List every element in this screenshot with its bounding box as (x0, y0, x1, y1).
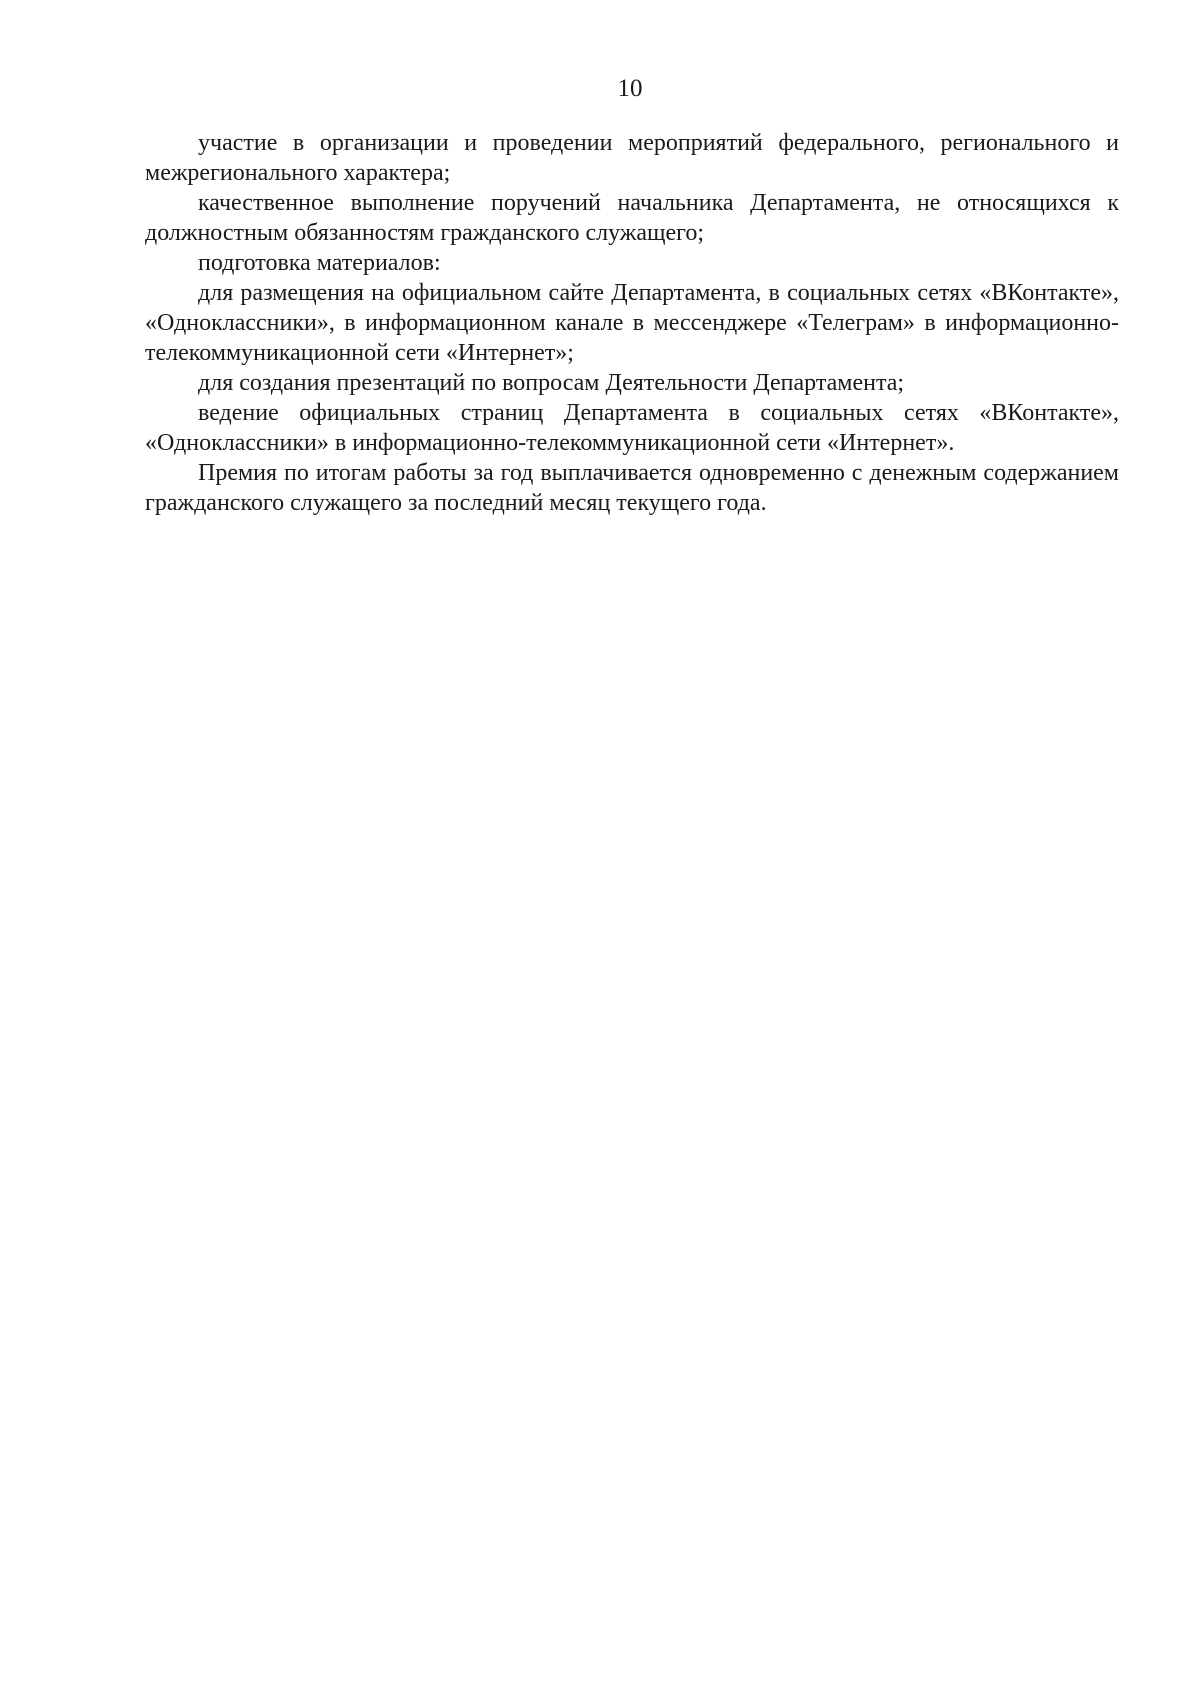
paragraph-social-pages: ведение официальных страниц Департамента в социальных сетях «ВКонтакте», «Одноклассники» в информационно-телекоммуникационной сети «Интернет». (145, 400, 1119, 456)
paragraph-annual-bonus: Премия по итогам работы за год выплачивается одновременно с денежным содержанием гражданского служащего за последний месяц текущего года. (145, 460, 1119, 516)
paragraph-materials-preparation: подготовка материалов: (198, 250, 441, 276)
paragraph-website-materials: для размещения на официальном сайте Департамента, в социальных сетях «ВКонтакте», «Одноклассники», в информационном канале в мессенджере «Телеграм» в информационно-телекоммуникационной сети «Интернет»; (145, 280, 1119, 366)
paragraph-presentations: для создания презентаций по вопросам Деятельности Департамента; (198, 370, 905, 396)
page-number: 10 (617, 75, 643, 102)
document-body (145, 128, 1119, 518)
paragraph-assignments: качественное выполнение поручений начальника Департамента, не относящихся к должностным обязанностям гражданского служащего; (145, 190, 1119, 246)
paragraph-event-participation: участие в организации и проведении мероприятий федерального, регионального и межрегионального характера; (145, 130, 1119, 186)
